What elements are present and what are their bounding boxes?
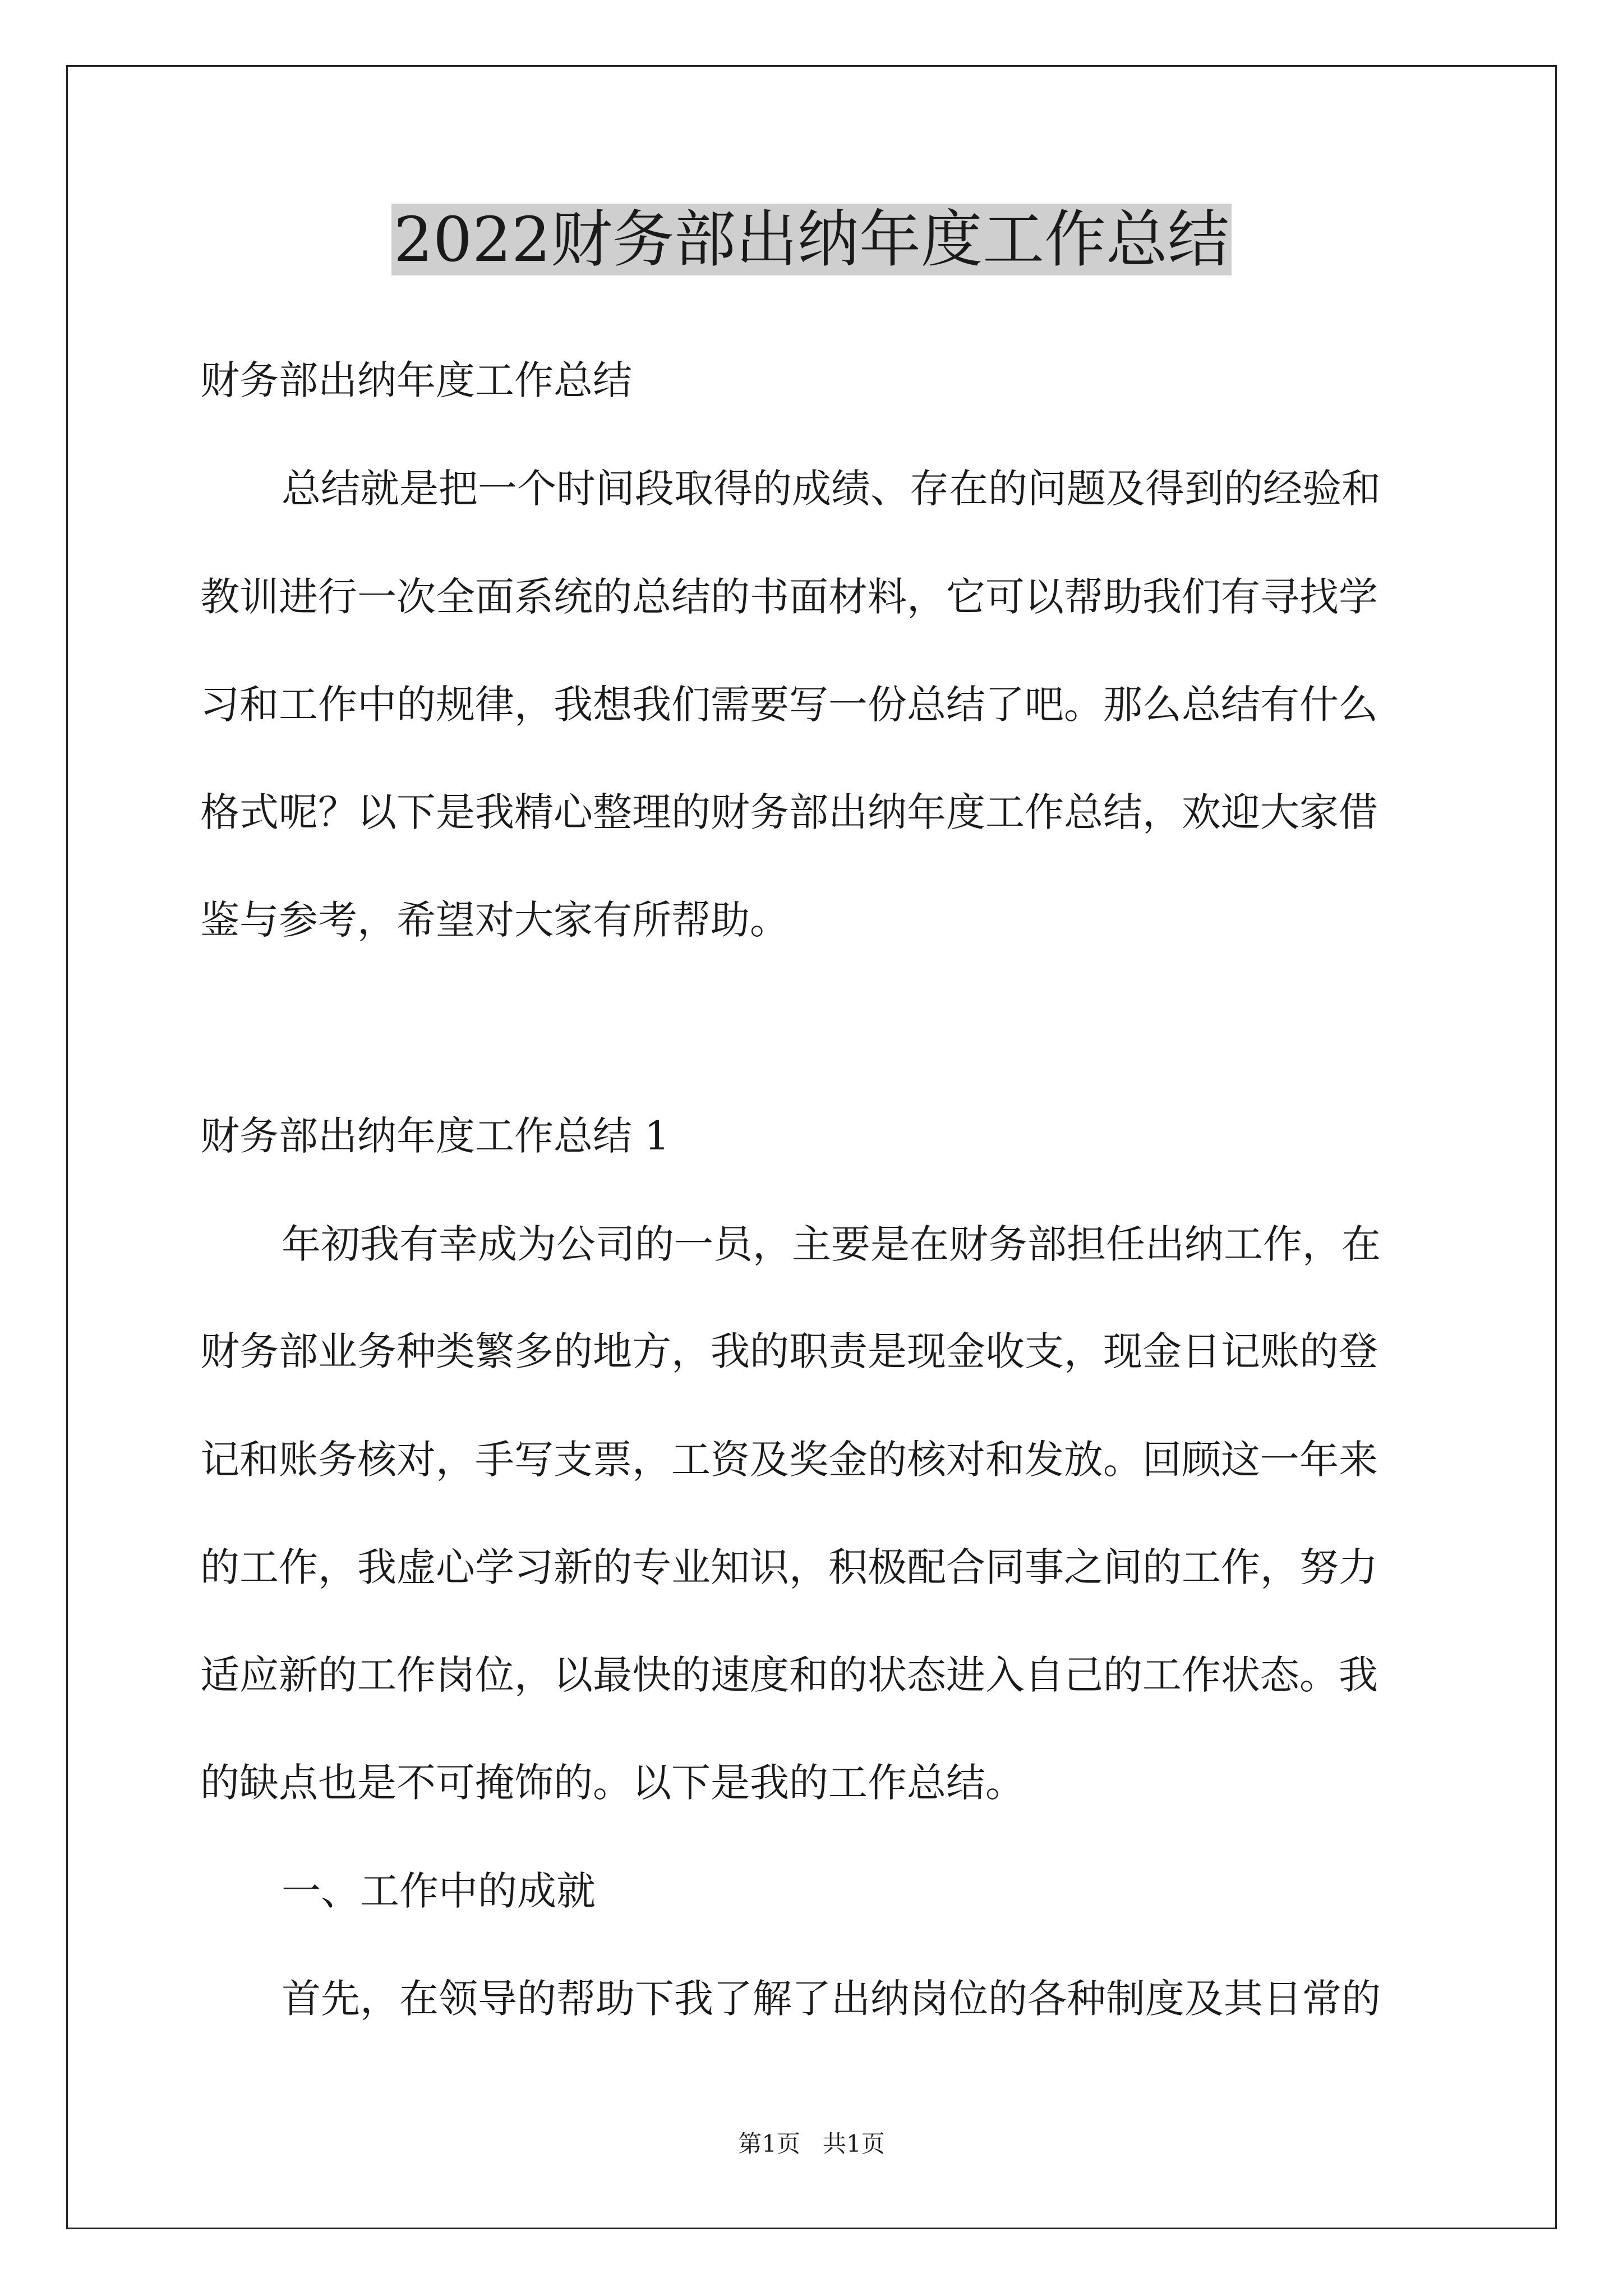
paragraph-line: 总结就是把一个时间段取得的成绩、存在的问题及得到的经验和 xyxy=(282,466,1381,512)
paragraph-line: 格式呢？以下是我精心整理的财务部出纳年度工作总结，欢迎大家借 xyxy=(200,789,1378,835)
subsection-heading: 一、工作中的成就 xyxy=(282,1868,596,1914)
paragraph-line: 年初我有幸成为公司的一员，主要是在财务部担任出纳工作，在 xyxy=(282,1221,1381,1267)
section-heading: 财务部出纳年度工作总结 1 xyxy=(200,1113,670,1159)
paragraph-line: 教训进行一次全面系统的总结的书面材料，它可以帮助我们有寻找学 xyxy=(200,574,1378,620)
paragraph-line: 首先，在领导的帮助下我了解了出纳岗位的各种制度及其日常的 xyxy=(282,1976,1381,2022)
subtitle-line: 财务部出纳年度工作总结 xyxy=(200,357,632,403)
paragraph-line: 适应新的工作岗位，以最快的速度和的状态进入自己的工作状态。我 xyxy=(200,1652,1378,1698)
paragraph-line: 记和账务核对，手写支票，工资及奖金的核对和发放。回顾这一年来 xyxy=(200,1437,1378,1483)
paragraph-line: 财务部业务种类繁多的地方，我的职责是现金收支，现金日记账的登 xyxy=(200,1328,1378,1374)
page-footer: 第1页 共1页 xyxy=(738,2130,885,2157)
paragraph-line: 的缺点也是不可掩饰的。以下是我的工作总结。 xyxy=(200,1760,1025,1806)
document-title xyxy=(0,203,1623,276)
paragraph-line: 习和工作中的规律，我想我们需要写一份总结了吧。那么总结有什么 xyxy=(200,682,1378,728)
paragraph-line: 的工作，我虚心学习新的专业知识，积极配合同事之间的工作，努力 xyxy=(200,1544,1378,1590)
document-title-text: 2022财务部出纳年度工作总结 xyxy=(391,204,1232,275)
paragraph-line: 鉴与参考，希望对大家有所帮助。 xyxy=(200,897,789,943)
